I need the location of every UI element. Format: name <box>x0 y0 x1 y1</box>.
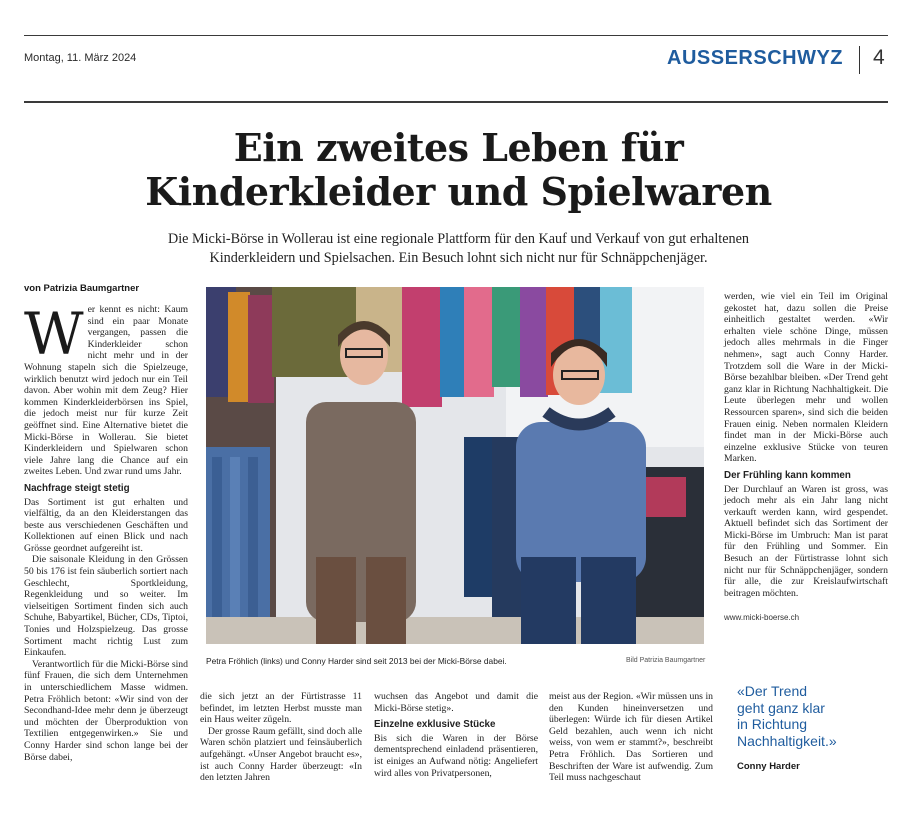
headline-line-2: Kinderkleider und Spielwaren <box>145 169 772 214</box>
pull-quote-author: Conny Harder <box>737 761 800 772</box>
paragraph: Verantwortlich für die Micki-Börse sind fünf Frauen, die sich dem Unternehmen in unterschiedlichem Masse widmen. Petra Fröhlich betont: «Wir sind von der Secondhand-Idee mehr denn je überzeugt und möchten der Überproduktion von Textilien entgegenwirken.» Sie und Conny Harder sind schon lange bei der Börse dabei, <box>24 658 188 763</box>
issue-date: Montag, 11. März 2024 <box>24 52 137 64</box>
pull-quote-line: «Der Trend <box>737 683 808 699</box>
column-3 <box>374 691 538 779</box>
paragraph: Der grosse Raum gefällt, sind doch alle Waren schön platziert und feinsäuberlich aufgehängt. «Unser Angebot braucht es», ist auch Conny Harder überzeugt: «In den letzten Jahren <box>200 725 362 784</box>
column-1 <box>24 300 188 763</box>
column-2 <box>200 691 362 784</box>
paragraph: Das Sortiment ist gut erhalten und vielfältig, da an den Kleiderstangen das beste aus verschiedenen Geschäften und Kollektionen auf einen Blick und nach Grösse geordnet aufgereiht ist. <box>24 496 188 554</box>
drop-cap: W <box>24 300 84 368</box>
pull-quote-line: geht ganz klar <box>737 699 825 716</box>
lead-line-2: Kinderkleidern und Spielsachen. Ein Besuch lohnt sich nicht nur für Schnäppchenjäger. <box>209 249 708 266</box>
headline <box>0 126 917 214</box>
intro-paragraph: Wer kennt es nicht: Kaum sind ein paar Monate vergangen, passen die Kinderkleider schon nicht mehr und in der Wohnung stapeln sich die Spielzeuge, wirklich benutzt wird jedoch nur ein Teil davon. Aber wohin mit dem Zeug? Hier kommen Kinderkleiderbörsen ins Spiel, die jedoch meist nur für kurze Zeit geöffnet sind. Eine Alternative bietet die Micki-Börse in Wollerau. Sie bietet Kinderkleidern und Spielwaren schon viele Jahre lang die Chance auf ein zweites Leben. Und zwar rund ums Jahr. <box>24 300 188 478</box>
pull-quote <box>737 683 907 749</box>
subheading-fruehling: Der Frühling kann kommen <box>724 469 851 481</box>
column-5 <box>724 291 888 599</box>
paragraph: die sich jetzt an der Fürtistrasse 11 befindet, im letzten Herbst musste man ein Haus weiter zügeln. <box>200 691 362 726</box>
lead-line-1: Die Micki-Börse in Wollerau ist eine regionale Plattform für den Kauf und Verkauf von gut erhaltenen <box>167 231 750 247</box>
paragraph: Bis sich die Waren in der Börse dementsprechend einladend präsentieren, ist einiges an Aufwand nötig: Angeliefert wird alles von Privatpersonen, <box>374 732 538 779</box>
paragraph: Die saisonale Kleidung in den Grössen 50 bis 176 ist fein säuberlich sortiert nach Geschlecht, Sportkleidung, Regenkleidung und so weiter. Im vielseitigen Sortiment finden sich auch Schuhe, Babyartikel, Bücher, CDs, Tiptoi, Tonies und Holzspielzeug. Das grosse Sortiment macht richtig Lust zum Einkaufen. <box>24 554 188 659</box>
headline-line-1: Ein zweites Leben für <box>233 125 684 170</box>
header-rule <box>24 101 888 103</box>
byline: von Patrizia Baumgartner <box>24 283 140 294</box>
photo-caption: Petra Fröhlich (links) und Conny Harder sind seit 2013 bei der Micki-Börse dabei. <box>206 656 507 666</box>
section-title: AUSSERSCHWYZ <box>667 47 844 69</box>
photo-credit: Bild Patrizia Baumgartner <box>626 657 706 664</box>
page-number: 4 <box>873 46 885 69</box>
photo-illustration <box>206 287 704 644</box>
subheading-exklusive: Einzelne exklusive Stücke <box>374 719 496 731</box>
page-separator <box>859 46 860 74</box>
paragraph: werden, wie viel ein Teil im Original gekostet hat, dazu sollen die Preise einheitlich gestaltet werden. «Wir erhalten viele schöne Dinge, müssen jedoch alles mehrmals in die Finger nehmen», sagt auch Conny Harder. Trotzdem soll die Ware in der Micki-Börse bezahlbar bleiben. «Der Trend geht ganz klar in Richtung Nachhaltigkeit. Die Leute überlegen mehr und wollen Ressourcen sparen», sind sich die beiden Frauen einig. Neben normalen Kleidern findet man in der Micki-Börse auch einzelne exklusive Stücke von teuren Marken. <box>724 291 888 465</box>
paragraph: Der Durchlauf an Waren ist gross, was jedoch mehr als ein Jahr lang nicht verkauft werden kann, wird gespendet. Aktuell befindet sich das Sortiment der Micki-Börse im Umbruch: Man ist parat für den Frühling und Sommer. Ein Besuch an der Fürtistrasse lohnt sich nicht nur für Schnäppchenjäger, sondern für alle, die zur Kreislaufwirtschaft beitragen möchten. <box>724 483 888 599</box>
subheading-nachfrage: Nachfrage steigt stetig <box>24 482 130 494</box>
lead-text <box>120 230 797 267</box>
website-link[interactable]: www.micki-boerse.ch <box>724 613 800 622</box>
pull-quote-line: in Richtung <box>737 716 808 732</box>
paragraph: meist aus der Region. «Wir müssen uns in den Kunden hineinversetzen und überlegen: Würde ich für diesen Artikel Geld bezahlen, auch wenn ich nicht weiss, von wem er stammt?», beschreibt Petra Fröhlich. Das Sortieren und Beschriften der Ware ist aufwendig. Zum Teil muss nachgeschaut <box>549 691 713 784</box>
article-photo <box>206 287 704 644</box>
top-rule <box>24 35 888 36</box>
pull-quote-line: Nachhaltigkeit.» <box>737 732 837 749</box>
paragraph: wuchsen das Angebot und damit die Micki-Börse stetig». <box>374 691 538 714</box>
column-4 <box>549 691 713 784</box>
